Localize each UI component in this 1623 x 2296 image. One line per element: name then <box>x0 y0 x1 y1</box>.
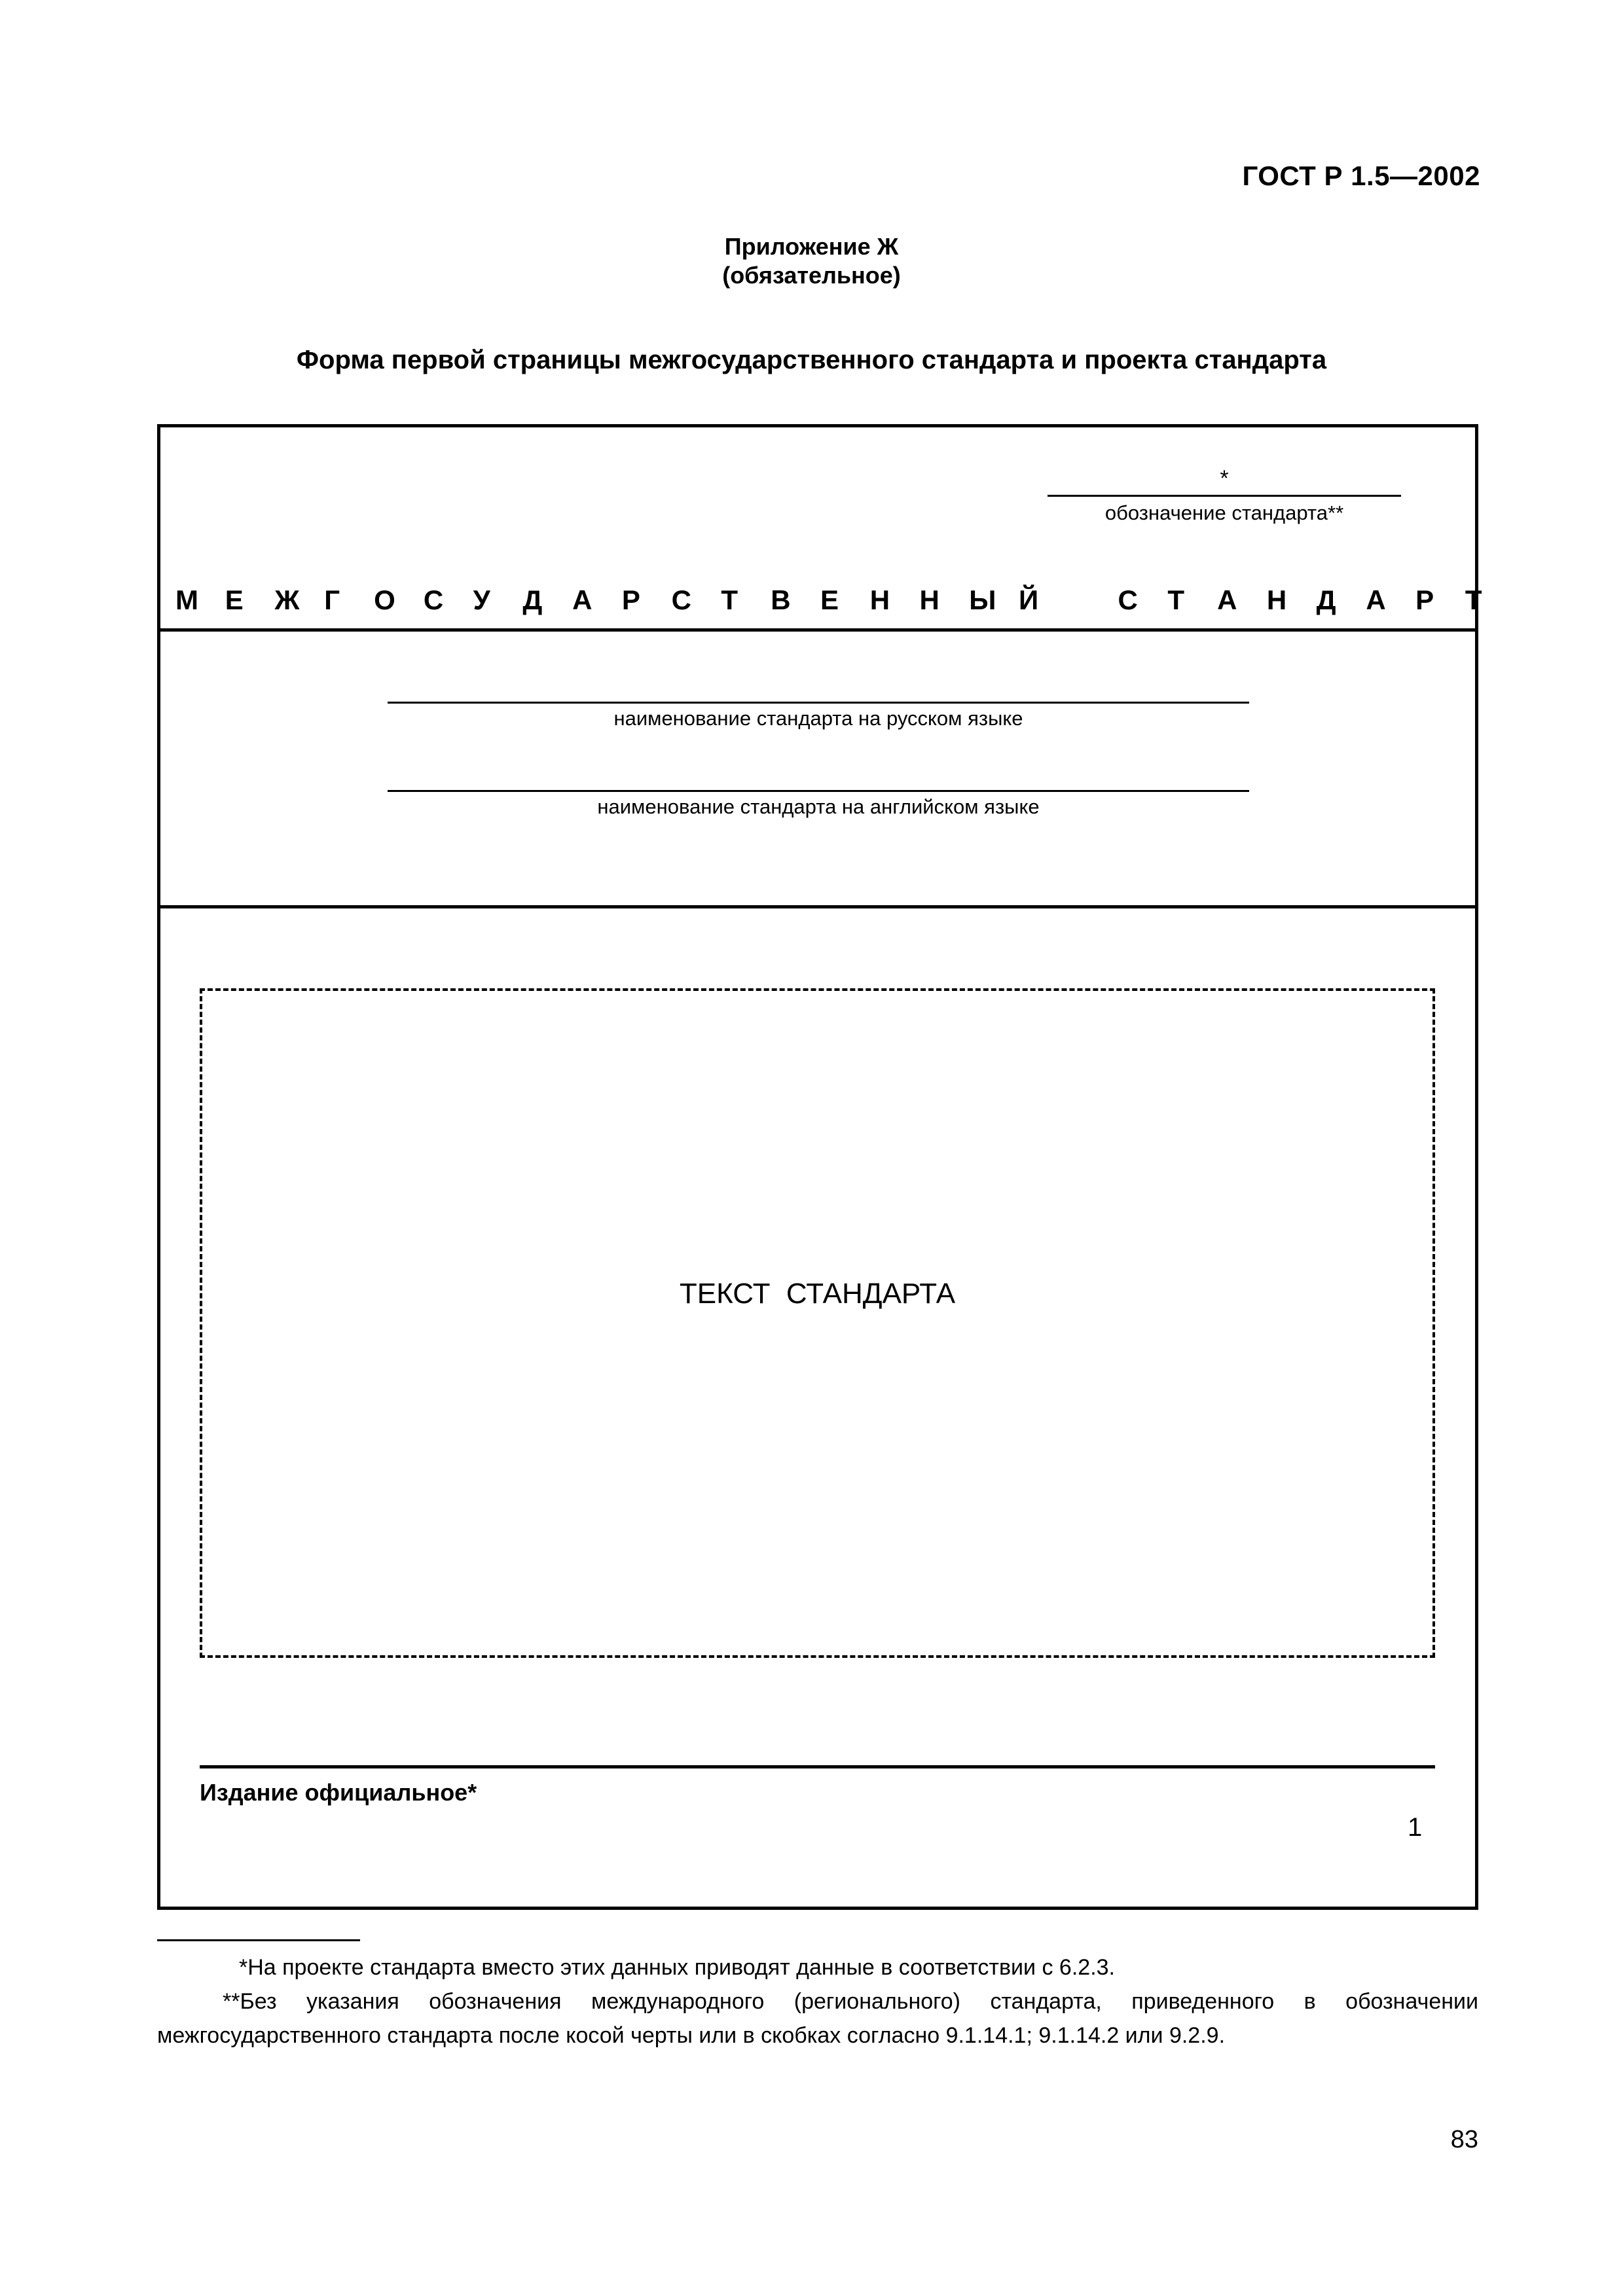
name-ru-caption: наименование стандарта на русском языке <box>613 707 1023 730</box>
page-number: 83 <box>1450 2126 1478 2153</box>
form-title: Форма первой страницы межгосударственного стандарта и проекта стандарта <box>296 346 1327 374</box>
frame-divider-middle <box>157 905 1478 908</box>
frame-divider-top <box>157 628 1478 632</box>
appendix-title: Приложение Ж <box>724 233 899 260</box>
standard-text-box <box>200 988 1435 1658</box>
edition-label: Издание официальное* <box>200 1779 477 1806</box>
edition-line <box>200 1765 1435 1768</box>
appendix-heading <box>0 232 1623 290</box>
name-ru-line <box>388 702 1249 704</box>
designation-caption: обозначение стандарта** <box>1104 501 1344 524</box>
appendix-status: (обязательное) <box>722 262 901 289</box>
document-code: ГОСТ Р 1.5—2002 <box>1242 160 1480 191</box>
designation-asterisk: * <box>1220 466 1229 491</box>
name-en-caption: наименование стандарта на английском языке <box>597 795 1040 818</box>
designation-line <box>1048 495 1401 497</box>
footnote-1: *На проекте стандарта вместо этих данных приводят данные в соответствии с 6.2.3. <box>239 1955 1116 1980</box>
footnote-rule <box>157 1939 360 1941</box>
interstate-standard-heading: М Е Ж Г О С У Д А Р С Т В Е Н Н Ы Й С Т А Н Д А Р Т <box>175 584 1482 615</box>
form-page-number: 1 <box>1408 1813 1423 1842</box>
footnote-2: **Без указания обозначения международного (регионального) стандарта, приведенного в обозначении межгосударственного стандарта после косой черты или в скобках согласно 9.1.14.1; 9.1.14.2 или 9.2.9. <box>157 1989 1478 2048</box>
name-en-line <box>388 790 1249 792</box>
standard-text-label: ТЕКСТ СТАНДАРТА <box>679 1278 956 1310</box>
